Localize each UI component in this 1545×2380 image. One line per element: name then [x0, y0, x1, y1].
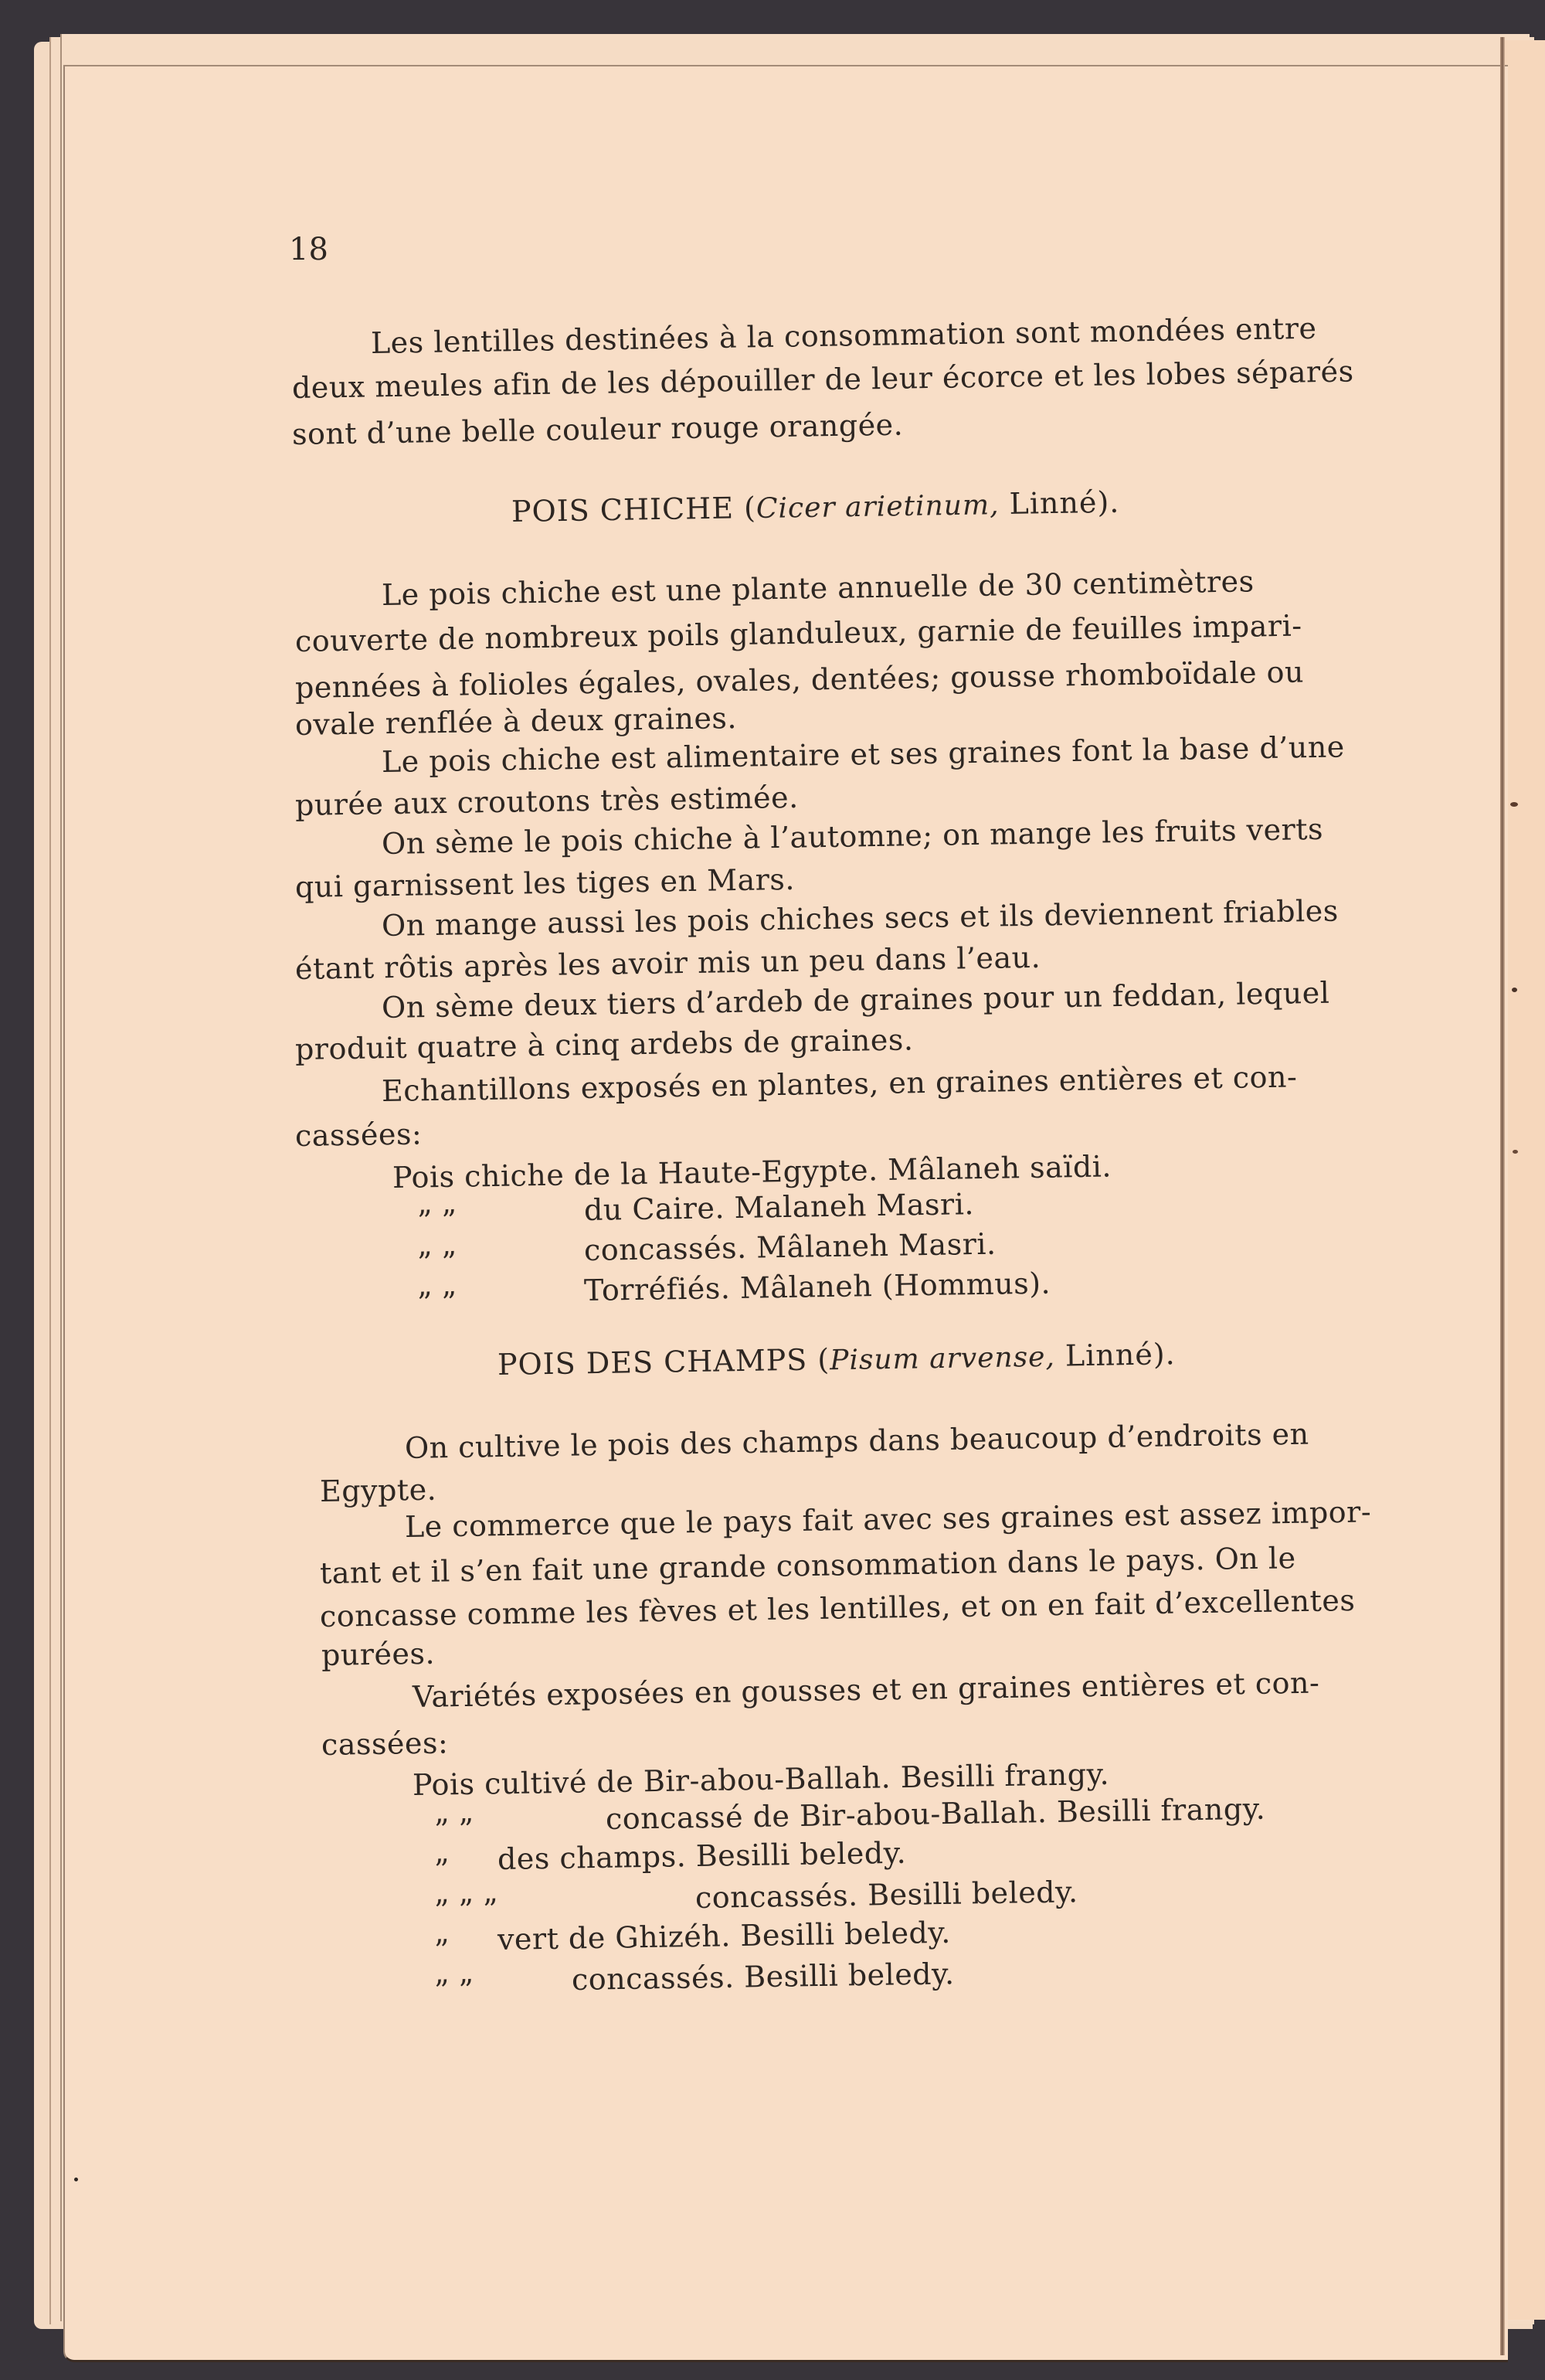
sample-item: du Caire. Malaneh Masri.: [583, 1187, 975, 1227]
paragraph-line: Le commerce que le pays fait avec ses graines est assez impor-: [404, 1494, 1372, 1544]
paragraph-line: pennées à folioles égales, ovales, dentées; gousse rhomboïdale ou: [294, 654, 1305, 705]
paragraph-line: concasse comme les fèves et les lentilles, et on en fait d’excellentes: [319, 1583, 1356, 1634]
paragraph-line: On sème le pois chiche à l’automne; on mange les fruits verts: [381, 811, 1324, 861]
sample-item: Torréfiés. Mâlaneh (Hommus).: [583, 1266, 1051, 1307]
paragraph-line: cassées:: [321, 1726, 449, 1762]
paragraph-line: purées.: [321, 1636, 436, 1672]
paragraph-line: Egypte.: [319, 1472, 437, 1508]
paren-open: (: [817, 1342, 830, 1377]
paren-open: (: [743, 491, 757, 525]
paren-close: ).: [1153, 1337, 1177, 1372]
book-gutter: [1500, 37, 1505, 2355]
paragraph-line: Echantillons exposés en plantes, en graines entières et con-: [381, 1059, 1298, 1108]
heading-title: POIS CHICHE: [511, 491, 735, 529]
paragraph-line: étant rôtis après les avoir mis un peu dans l’eau.: [294, 940, 1041, 986]
sample-item: concassé de Bir-abou-Ballah. Besilli frangy.: [605, 1791, 1266, 1836]
sample-item: des champs. Besilli beledy.: [497, 1835, 907, 1876]
paragraph-line: tant et il s’en fait une grande consommation dans le pays. On le: [319, 1541, 1296, 1590]
ditto-marks: ”: [433, 1933, 450, 1968]
ditto-marks: ” ”: [433, 1812, 474, 1848]
paragraph-line: cassées:: [294, 1117, 423, 1153]
sample-item: Pois chiche de la Haute-Egypte. Mâlaneh saïdi.: [392, 1149, 1112, 1195]
ditto-marks: ” ”: [416, 1245, 457, 1280]
paragraph-line: Variétés exposées en gousses et en graines entières et con-: [412, 1665, 1320, 1714]
heading-latin-name: Cicer arietinum,: [756, 489, 1000, 525]
ditto-marks: ” ”: [416, 1203, 457, 1239]
heading-author: Linné: [1009, 485, 1098, 521]
intro-line: sont d’une belle couleur rouge orangée.: [291, 407, 904, 451]
ditto-marks: ” ”: [433, 1973, 474, 2008]
ditto-marks: ” ”: [416, 1285, 457, 1321]
intro-line: deux meules afin de les dépouiller de leur écorce et les lobes séparés: [291, 354, 1354, 405]
paper-speck: [1510, 802, 1518, 807]
heading-latin-name: Pisum arvense,: [829, 1341, 1056, 1377]
paper-speck: [1513, 1150, 1518, 1154]
paragraph-line: purée aux croutons très estimée.: [294, 780, 799, 822]
facing-page-edge: [1505, 40, 1545, 2320]
paragraph-line: couverte de nombreux poils glanduleux, garnie de feuilles impari-: [294, 608, 1302, 658]
page-number: 18: [289, 232, 328, 267]
paragraph-line: Le pois chiche est une plante annuelle de 30 centimètres: [381, 564, 1255, 612]
paragraph-line: qui garnissent les tiges en Mars.: [294, 862, 796, 904]
ditto-marks: ” ” ”: [433, 1892, 498, 1928]
paper-speck: [74, 2178, 78, 2181]
paragraph-line: On mange aussi les pois chiches secs et ils deviennent friables: [381, 893, 1339, 943]
ditto-marks: ”: [433, 1852, 450, 1888]
sample-item: vert de Ghizéh. Besilli beledy.: [497, 1915, 952, 1957]
paragraph-line: Le pois chiche est alimentaire et ses graines font la base d’une: [381, 729, 1346, 779]
paren-close: ).: [1097, 484, 1120, 520]
sample-item: concassés. Mâlaneh Masri.: [583, 1226, 997, 1267]
paragraph-line: On cultive le pois des champs dans beaucoup d’endroits en: [404, 1416, 1309, 1465]
sample-item: concassés. Besilli beledy.: [694, 1875, 1078, 1915]
heading-title: POIS DES CHAMPS: [497, 1342, 808, 1382]
paragraph-line: ovale renflée à deux graines.: [294, 701, 738, 742]
paragraph-line: produit quatre à cinq ardebs de graines.: [294, 1022, 914, 1066]
paper-speck: [1512, 988, 1517, 992]
sample-item: concassés. Besilli beledy.: [571, 1957, 955, 1997]
heading-author: Linné: [1065, 1337, 1154, 1373]
paragraph-line: On sème deux tiers d’ardeb de graines pour un feddan, lequel: [381, 975, 1330, 1025]
intro-line: Les lentilles destinées à la consommation sont mondées entre: [370, 311, 1317, 360]
sample-item: Pois cultivé de Bir-abou-Ballah. Besilli frangy.: [412, 1756, 1110, 1802]
